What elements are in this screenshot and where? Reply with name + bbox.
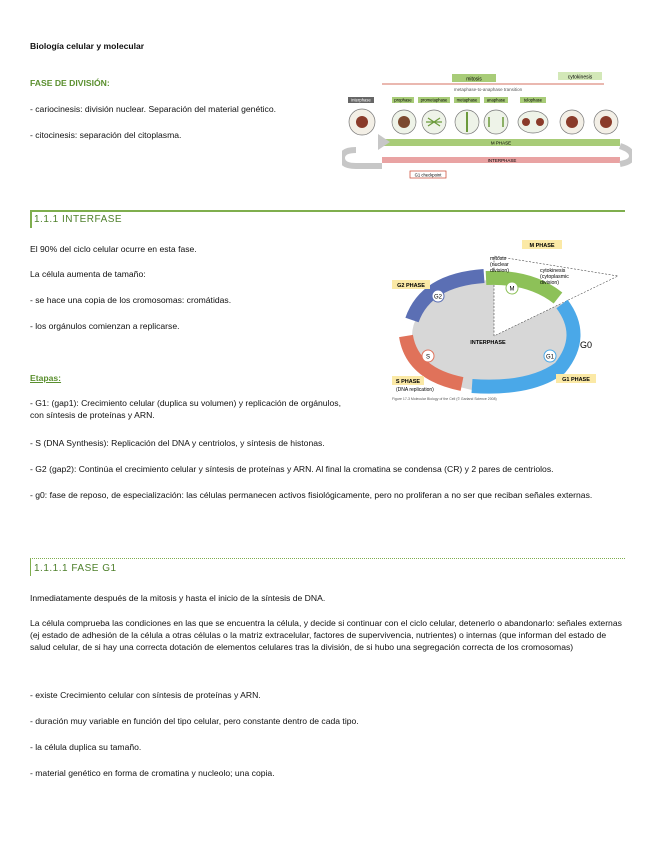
mitosis-note: mitosis (nuclear division) [490, 256, 510, 274]
interfase-line-4: - los orgánulos comienzan a replicarse. [30, 321, 180, 331]
stage-label-prophase: prophase [394, 97, 412, 103]
section-rule-g1 [30, 558, 625, 559]
m-short: M [509, 286, 515, 293]
figure-caption: Figure 17-3 Molecular Biology of the Cell (© Garland Science 2008) [392, 397, 497, 401]
section-rule-interfase [30, 210, 625, 212]
etapa-g1: - G1: (gap1): Crecimiento celular (duplica su volumen) y replicación de orgánulos, con síntesis de proteínas y ARN. [30, 398, 341, 420]
mitosis-label: mitosis [466, 76, 482, 83]
stage-label-telophase: telophase [523, 97, 543, 103]
mitosis-figure [342, 70, 632, 182]
g1-line-5: - la célula duplica su tamaño. [30, 742, 142, 752]
etapa-g0: - g0: fase de reposo, de especialización: las células permanecen activos fisiológicamente, pero no proliferan a no ser que reciban señales externas. [30, 490, 593, 500]
division-heading: FASE DE DIVISIÓN: [30, 78, 110, 88]
g1-line-1: Inmediatamente después de la mitosis y hasta el inicio de la síntesis de DNA. [30, 593, 326, 603]
cell-cycle-diagram [390, 238, 640, 408]
document-title: Biología celular y molecular [30, 41, 145, 51]
section-bar-interfase [30, 210, 32, 228]
g1-line-6: - material genético en forma de cromatina y nucleolo; una copia. [30, 768, 275, 778]
section-bar-g1 [30, 558, 31, 576]
cell-images [349, 109, 618, 135]
cytokinesis-label: cytokinesis [567, 74, 593, 81]
g1-line-4: - duración muy variable en función del tipo celular, pero constante dentro de cada tipo. [30, 716, 359, 726]
s-phase-label: S PHASE [395, 379, 421, 385]
g1-line-2: La célula comprueba las condiciones en las que se encuentra la célula, y decide si continuar con el ciclo celular, detenerlo o abandonarlo: señales externas (ej estado de adhesión de la célula a otras células o la matriz extracelular, factores de supervivencia, nutrientes) o internas (que informan del estado de salud celular, de si hay una correcta dotación de elementos celulares tras la división, de si hubo una segregación correcta de los cromosomas) [30, 618, 622, 652]
interfase-line-1: El 90% del ciclo celular ocurre en esta fase. [30, 244, 197, 254]
interphase-center-label: INTERPHASE [470, 340, 506, 346]
interphase-band-label: INTERPHASE [487, 158, 517, 163]
cytokinesis-note: cytokinesis (cytoplasmic division) [540, 268, 569, 286]
m-phase-band-label: M PHASE [490, 140, 512, 146]
etapas-label: Etapas: [30, 373, 62, 383]
g0-label: G0 [580, 340, 593, 350]
etapa-s: - S (DNA Synthesis): Replicación del DNA y centriolos, y síntesis de histonas. [30, 438, 325, 448]
g2-short: G2 [433, 294, 443, 301]
g1-checkpoint-label: G1 checkpoint [414, 172, 442, 178]
g1-line-3: - existe Crecimiento celular con síntesis de proteínas y ARN. [30, 690, 261, 700]
stage-label-interphase: interphase [351, 97, 371, 103]
stage-label-prometaphase: prometaphase [420, 97, 448, 103]
division-line-2: - citocinesis: separación del citoplasma. [30, 130, 182, 140]
g1-short: G1 [545, 354, 555, 361]
g2-phase-label: G2 PHASE [397, 283, 425, 289]
s-short: S [425, 354, 431, 361]
interfase-line-2: La célula aumenta de tamaño: [30, 269, 146, 279]
transition-label: metaphase-to-anaphase transition [453, 87, 523, 92]
dna-replication-label: (DNA replication) [396, 387, 434, 393]
stage-label-metaphase: metaphase [456, 97, 478, 103]
division-line-1: - cariocinesis: división nuclear. Separación del material genético. [30, 104, 277, 114]
etapa-g2: - G2 (gap2): Continúa el crecimiento celular y síntesis de proteínas y ARN. Al final la cromatina se condensa (CR) y 2 pares de centriolos. [30, 464, 554, 474]
stage-label-anaphase: anaphase [486, 97, 506, 103]
g1-phase-label: G1 PHASE [562, 377, 590, 383]
g1-heading: 1.1.1.1 FASE G1 [34, 563, 117, 574]
interfase-line-3: - se hace una copia de los cromosomas: cromátidas. [30, 295, 232, 305]
interfase-heading: 1.1.1 INTERFASE [34, 214, 123, 225]
m-phase-label: M PHASE [529, 243, 555, 249]
